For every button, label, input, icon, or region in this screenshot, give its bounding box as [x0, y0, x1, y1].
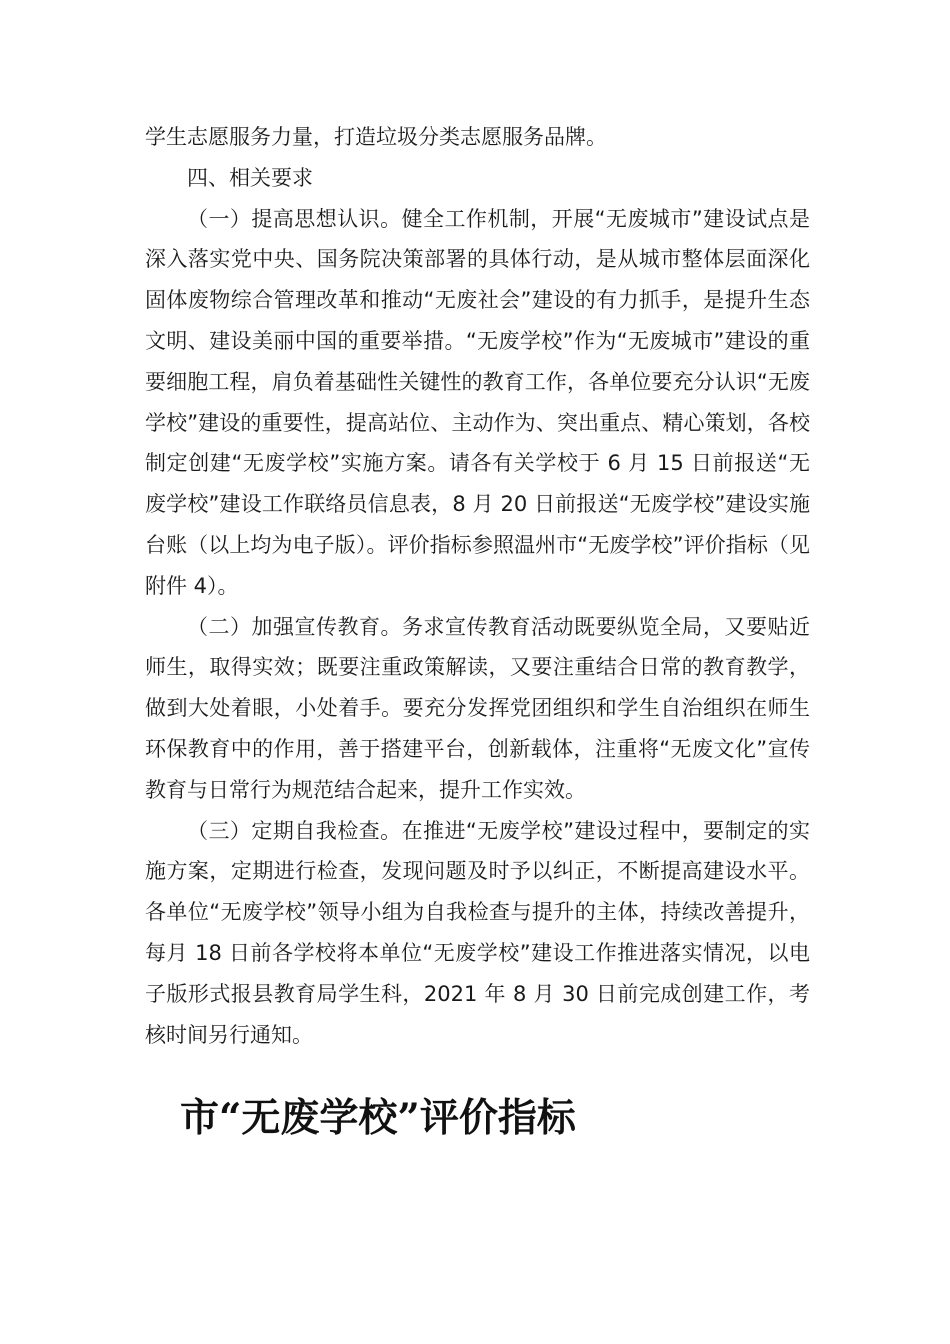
paragraph-publicity-education: （二）加强宣传教育。务求宣传教育活动既要纵览全局，又要贴近师生，取得实效；既要注重政策解读，又要注重结合日常的教育教学，做到大处着眼，小处着手。要充分发挥党团组织和学生自治组织在师生环保教育中的作用，善于搭建平台，创新载体，注重将“无废文化”宣传教育与日常行为规范结合起来，提升工作实效。 — [145, 614, 810, 802]
paragraph-continuation: 学生志愿服务力量，打造垃圾分类志愿服务品牌。 — [145, 125, 607, 149]
paragraph-self-inspection: （三）定期自我检查。在推进“无废学校”建设过程中，要制定的实施方案，定期进行检查，发现问题及时予以纠正，不断提高建设水平。各单位“无废学校”领导小组为自我检查与提升的主体，持续改善提升，每月 18 日前各学校将本单位“无废学校”建设工作推进落实情况，以电子版形式报县教育局学生科，2021 年 8 月 30 日前完成创建工作，考核时间另行通知。 — [145, 818, 810, 1047]
section-heading-requirements: 四、相关要求 — [187, 165, 313, 190]
paragraph-raise-awareness: （一）提高思想认识。健全工作机制，开展“无废城市”建设试点是深入落实党中央、国务院决策部署的具体行动，是从城市整体层面深化固体废物综合管理改革和推动“无废社会”建设的有力抓手，是提升生态文明、建设美丽中国的重要举措。“无废学校”作为“无废城市”建设的重要细胞工程，肩负着基础性关键性的教育工作，各单位要充分认识“无废学校”建设的重要性，提高站位、主动作为、突出重点、精心策划，各校制定创建“无废学校”实施方案。请各有关学校于 6 月 15 日前报送“无废学校”建设工作联络员信息表，8 月 20 日前报送“无废学校”建设实施台账（以上均为电子版）。评价指标参照温州市“无废学校”评价指标（见附件 4）。 — [145, 206, 810, 598]
document-body — [145, 117, 810, 1055]
attachment-title: 市“无废学校”评价指标 — [180, 1095, 576, 1141]
